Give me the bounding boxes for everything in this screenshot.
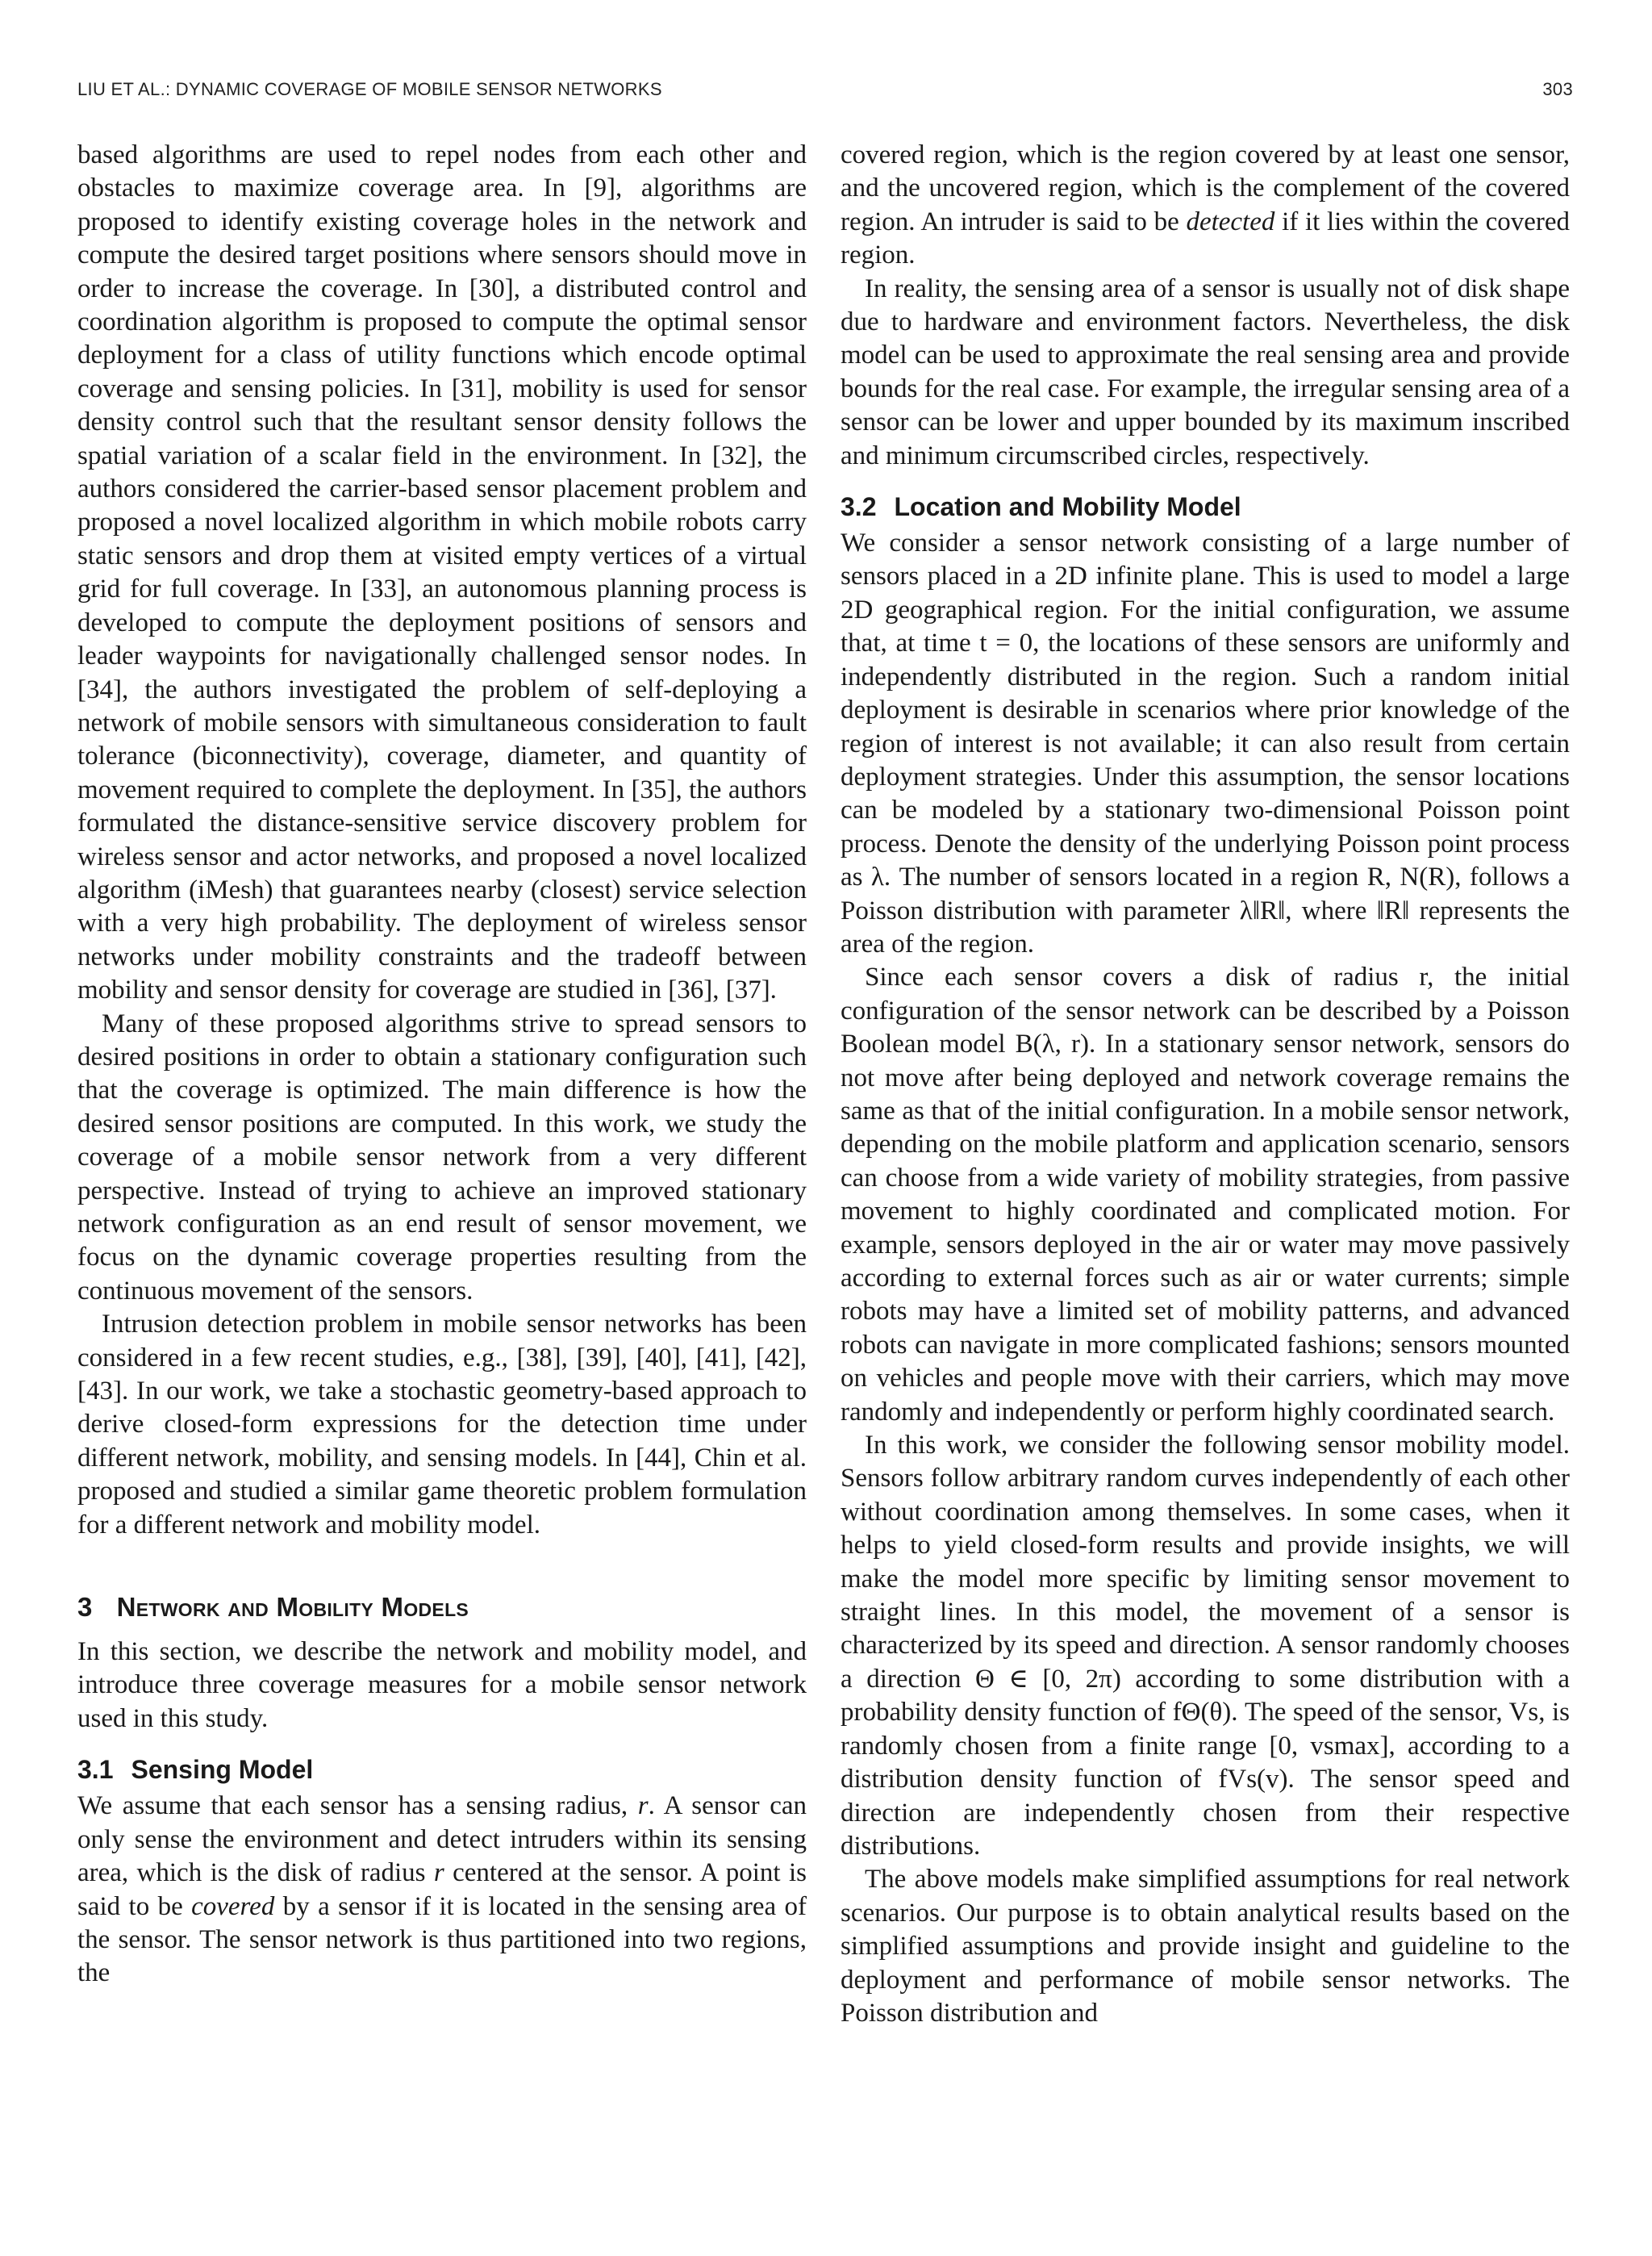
running-head-title: LIU ET AL.: DYNAMIC COVERAGE OF MOBILE SENSOR NETWORKS: [77, 79, 662, 99]
page-number: 303: [1542, 79, 1573, 99]
subsection-title: Location and Mobility Model: [894, 492, 1241, 522]
section-number: 3: [77, 1592, 93, 1623]
running-header: [77, 79, 1573, 111]
section-title: Network and Mobility Models: [116, 1592, 469, 1623]
paragraph-section-intro: In this section, we describe the network and mobility model, and introduce three coverage measures for a mobile sensor network used in this study.: [77, 1637, 807, 1733]
paragraph-model-assumptions: The above models make simplified assumptions for real network scenarios. Our purpose is to obtain analytical results based on the simplified assumptions and provide insight and guideline to the deployment and performance of mobile sensor networks. The Poisson distribution and: [841, 1865, 1570, 2028]
paragraph-sensing-model: We assume that each sensor has a sensing radius, r. A sensor can only sense the environment and detect intruders within its sensing area, which is the disk of radius r centered at the sensor. A point is said to be covered by a sensor if it is located in the sensing area of the sensor. The sensor network is thus partitioned into two regions, the: [77, 1791, 807, 1988]
paragraph-algorithms-comparison: Many of these proposed algorithms strive to spread sensors to desired positions in order to obtain a stationary configuration such that the coverage is optimized. The main difference is how the desired sensor positions are computed. In this work, we study the coverage of a mobile sensor network from a very different perspective. Instead of trying to achieve an improved stationary network configuration as an end result of sensor movement, we focus on the dynamic coverage properties resulting from the continuous movement of the sensors.: [77, 1009, 807, 1306]
paragraph-disk-model: In reality, the sensing area of a sensor is usually not of disk shape due to hardware and environment factors. Nevertheless, the disk model can be used to approximate the real sensing area and provide bounds for the real case. For example, the irregular sensing area of a sensor can be lower and upper bounded by its maximum inscribed and minimum circumscribed circles, respectively.: [841, 274, 1570, 470]
subsection-number: 3.1: [77, 1755, 114, 1785]
section-3-heading: [77, 1592, 807, 1623]
paragraph-related-work-cont: based algorithms are used to repel nodes from each other and obstacles to maximize coverage area. In [9], algorithms are proposed to identify existing coverage holes in the network and compute the desired target positions where sensors should move in order to increase the coverage. In [30], a distributed control and coordination algorithm is proposed to compute the optimal sensor deployment for a class of utility functions which encode optimal coverage and sensing policies. In [31], mobility is used for sensor density control such that the resultant sensor density follows the spatial variation of a scalar field in the environment. In [32], the authors considered the carrier-based sensor placement problem and proposed a novel localized algorithm in which mobile robots carry static sensors and drop them at visited empty vertices of a virtual grid for full coverage. In [33], an autonomous planning process is developed to compute the deployment positions of sensors and leader waypoints for navigationally challenged sensor nodes. In [34], the authors investigated the problem of self-deploying a network of mobile sensors with simultaneous consideration to fault tolerance (biconnectivity), coverage, diameter, and quantity of movement required to complete the deployment. In [35], the authors formulated the distance-sensitive service discovery problem for wireless sensor and actor networks, and proposed a novel localized algorithm (iMesh) that guarantees nearby (closest) service selection with a very high probability. The deployment of wireless sensor networks under mobility constraints and the tradeoff between mobility and sensor density for coverage are studied in [36], [37].: [77, 140, 807, 1005]
subsection-3-2-heading: [841, 492, 1570, 522]
paragraph-intrusion-detection: Intrusion detection problem in mobile sensor networks has been considered in a few recent studies, e.g., [38], [39], [40], [41], [42], [43]. In our work, we take a stochastic geometry-based approach to derive closed-form expressions for the detection time under different network, mobility, and sensing models. In [44], Chin et al. proposed and studied a similar game theoretic problem formulation for a different network and mobility model.: [77, 1310, 807, 1540]
subsection-3-1-heading: [77, 1755, 807, 1785]
left-column: [77, 139, 807, 1991]
paragraph-mobility-model: In this work, we consider the following sensor mobility model. Sensors follow arbitrary random curves independently of each other without coordination among themselves. In some cases, when it helps to yield closed-form results and provide insights, we will make the model more specific by limiting sensor movement to straight lines. In this model, the movement of a sensor is characterized by its speed and direction. A sensor randomly chooses a direction Θ ∈ [0, 2π) according to some distribution with a probability density function of fΘ(θ). The speed of the sensor, Vs, is randomly chosen from a finite range [0, vsmax], according to a distribution density function of fVs(v). The sensor speed and direction are independently chosen from their respective distributions.: [841, 1431, 1570, 1861]
paragraph-location-model: We consider a sensor network consisting of a large number of sensors placed in a 2D infinite plane. This is used to model a large 2D geographical region. For the initial configuration, we assume that, at time t = 0, the locations of these sensors are uniformly and independently distributed in the region. Such a random initial deployment is desirable in scenarios where prior knowledge of the region of interest is not available; it can also result from certain deployment strategies. Under this assumption, the sensor locations can be modeled by a stationary two-dimensional Poisson point process. Denote the density of the underlying Poisson point process as λ. The number of sensors located in a region R, N(R), follows a Poisson distribution with parameter λ‖R‖, where ‖R‖ represents the area of the region.: [841, 528, 1570, 959]
paragraph-covered-region: covered region, which is the region covered by at least one sensor, and the uncovered region, which is the complement of the covered region. An intruder is said to be detected if it lies within the covered region.: [841, 140, 1570, 270]
subsection-number: 3.2: [841, 492, 877, 522]
paragraph-boolean-model: Since each sensor covers a disk of radius r, the initial configuration of the sensor network can be described by a Poisson Boolean model B(λ, r). In a stationary sensor network, sensors do not move after being deployed and network coverage remains the same as that of the initial configuration. In a mobile sensor network, depending on the mobile platform and application scenario, sensors can choose from a wide variety of mobility strategies, from passive movement to highly coordinated and complicated motion. For example, sensors deployed in the air or water may move passively according to external forces such as air or water currents; simple robots may have a limited set of mobility patterns, and advanced robots can navigate in more complicated fashions; sensors mounted on vehicles and people move with their carriers, which may move randomly and independently or perform highly coordinated search.: [841, 963, 1570, 1427]
right-column: [841, 139, 1570, 2030]
subsection-title: Sensing Model: [131, 1755, 314, 1785]
